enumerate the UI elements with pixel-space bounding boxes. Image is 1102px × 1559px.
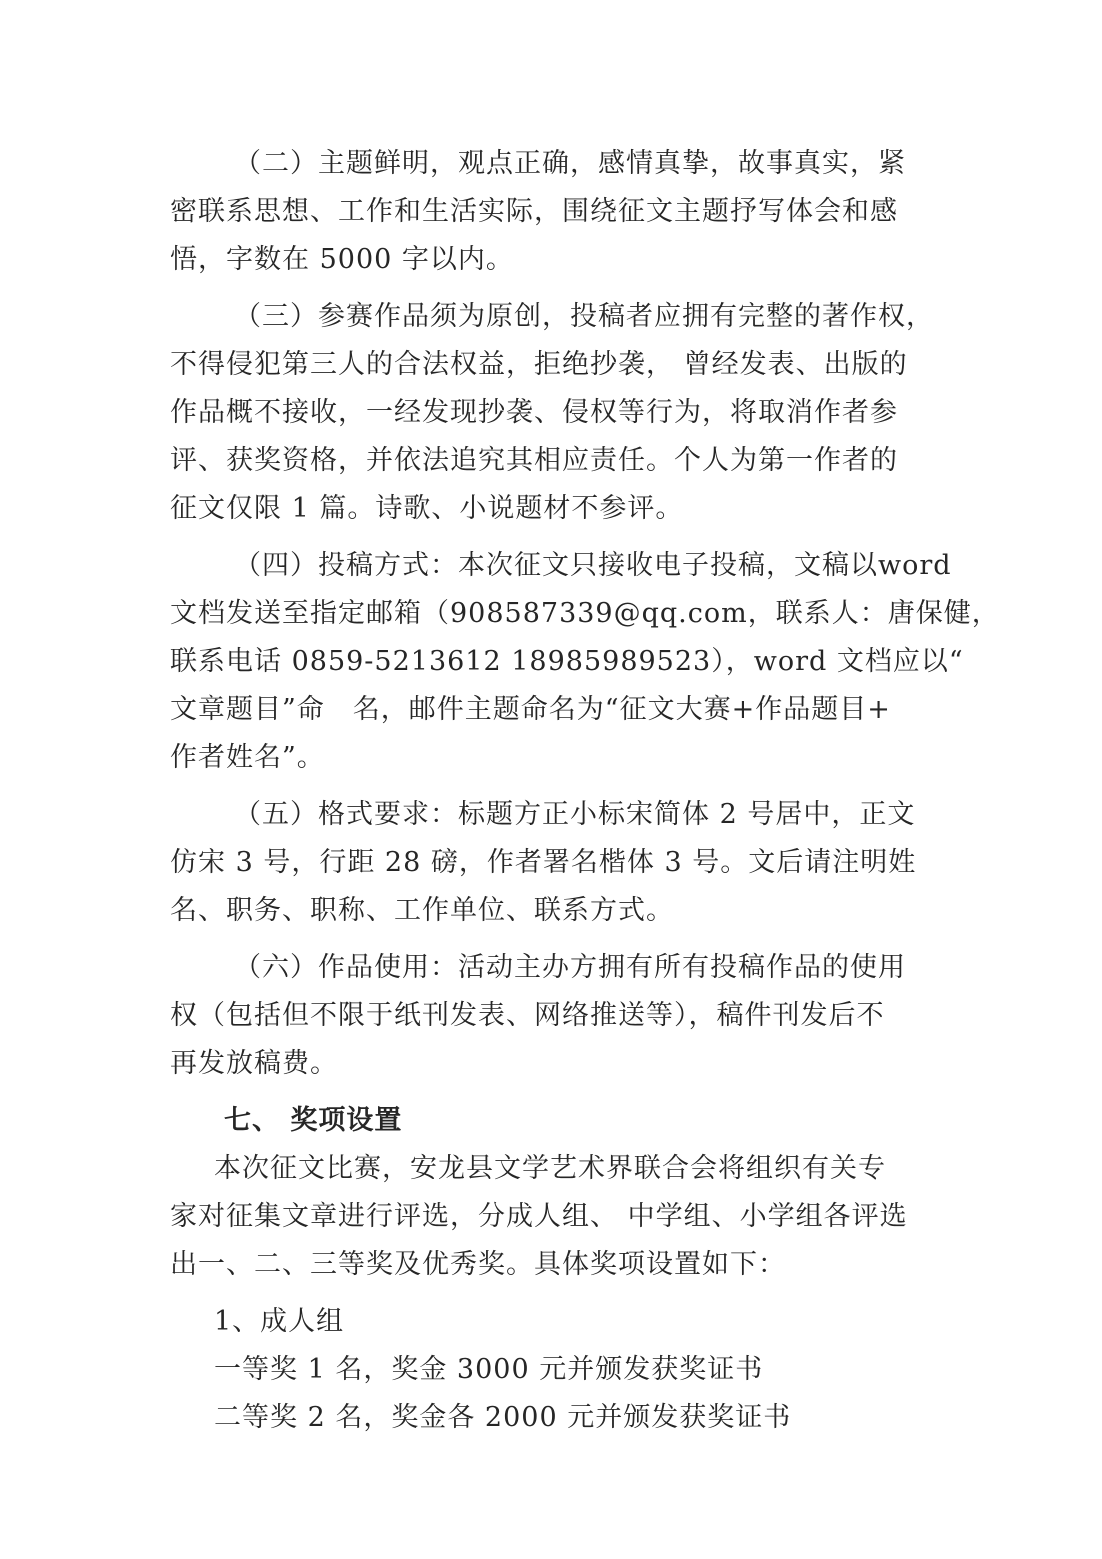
text-line: （五）格式要求：标题方正小标宋简体 2 号居中，正文	[234, 799, 916, 830]
text-line: 出一、二、三等奖及优秀奖。具体奖项设置如下：	[170, 1249, 786, 1280]
section-heading-awards	[170, 1097, 940, 1145]
award-group-title: 1、成人组	[214, 1306, 345, 1337]
text-line: 名、职务、职称、工作单位、联系方式。	[170, 895, 674, 926]
text-line: 征文仅限 1 篇。诗歌、小说题材不参评。	[170, 493, 684, 524]
text-line: （四）投稿方式：本次征文只接收电子投稿，文稿以word	[234, 550, 952, 581]
section-heading: 七、 奖项设置	[224, 1105, 403, 1136]
award-item: 二等奖 2 名，奖金各 2000 元并颁发获奖证书	[214, 1402, 792, 1433]
text-line: 不得侵犯第三人的合法权益，拒绝抄袭， 曾经发表、出版的	[170, 349, 908, 380]
text-line: 作者姓名”。	[170, 742, 325, 773]
paragraph-work-usage	[170, 944, 940, 1088]
text-line: （六）作品使用：活动主办方拥有所有投稿作品的使用	[234, 952, 906, 983]
paragraph-theme-requirements	[170, 140, 940, 284]
text-line: （三）参赛作品须为原创，投稿者应拥有完整的著作权，	[234, 301, 934, 332]
text-line: 文档发送至指定邮箱（908587339@qq.com，联系人：唐保健，	[170, 598, 1000, 629]
document-body	[170, 140, 1000, 1442]
text-line: 密联系思想、工作和生活实际，围绕征文主题抒写体会和感	[170, 196, 898, 227]
paragraph-awards-intro	[170, 1145, 940, 1289]
text-line: 悟，字数在 5000 字以内。	[170, 244, 514, 275]
text-line: 文章题目”命 名，邮件主题命名为“征文大赛+作品题目+	[170, 694, 891, 725]
text-line: 家对征集文章进行评选，分成人组、 中学组、小学组各评选	[170, 1201, 908, 1232]
award-group-adult	[170, 1298, 940, 1442]
award-item: 一等奖 1 名，奖金 3000 元并颁发获奖证书	[214, 1354, 764, 1385]
text-line: 评、获奖资格，并依法追究其相应责任。个人为第一作者的	[170, 445, 898, 476]
text-line: 本次征文比赛，安龙县文学艺术界联合会将组织有关专	[214, 1153, 886, 1184]
text-line: 联系电话 0859-5213612 18985989523），word 文档应以“	[170, 646, 964, 677]
text-line: 仿宋 3 号，行距 28 磅，作者署名楷体 3 号。文后请注明姓	[170, 847, 917, 878]
text-line: 再发放稿费。	[170, 1048, 338, 1079]
text-line: 作品概不接收，一经发现抄袭、侵权等行为，将取消作者参	[170, 397, 898, 428]
paragraph-submission-method	[170, 542, 1000, 782]
paragraph-format-requirements	[170, 791, 940, 935]
text-line: （二）主题鲜明，观点正确，感情真挚，故事真实，紧	[234, 148, 906, 179]
paragraph-originality	[170, 293, 940, 533]
text-line: 权（包括但不限于纸刊发表、网络推送等），稿件刊发后不	[170, 1000, 885, 1031]
